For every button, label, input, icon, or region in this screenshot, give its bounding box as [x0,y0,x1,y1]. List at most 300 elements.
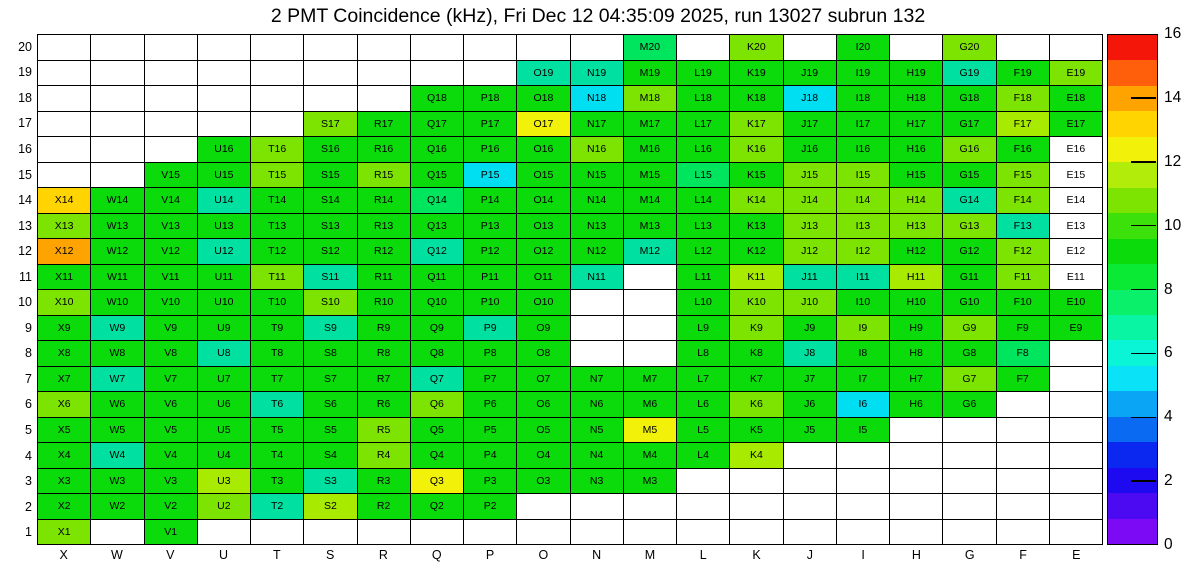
cell-E15: E15 [1050,163,1102,188]
cell-F9: F9 [997,316,1049,341]
cell-H11: H11 [890,265,942,290]
cell-F11: F11 [997,265,1049,290]
cell-H2 [890,494,942,519]
cell-K15: K15 [730,163,782,188]
cell-K20: K20 [730,35,782,60]
cell-T7: T7 [251,367,303,392]
cell-T16: T16 [251,137,303,162]
cell-N7: N7 [571,367,623,392]
cell-U20 [198,35,250,60]
cell-R17: R17 [358,112,410,137]
cell-E9: E9 [1050,316,1102,341]
cell-K8: K8 [730,341,782,366]
cell-P10: P10 [464,290,516,315]
cell-M3: M3 [624,469,676,494]
cell-X7: X7 [38,367,90,392]
cell-F8: F8 [997,341,1049,366]
cell-U12: U12 [198,239,250,264]
cell-G20: G20 [943,35,995,60]
cell-P13: P13 [464,214,516,239]
cell-R20 [358,35,410,60]
cell-Q5: Q5 [411,418,463,443]
cell-S18 [304,86,356,111]
cell-P8: P8 [464,341,516,366]
cell-L18: L18 [677,86,729,111]
cell-P19 [464,61,516,86]
cell-H1 [890,520,942,545]
cell-S1 [304,520,356,545]
cell-S15: S15 [304,163,356,188]
y-axis-label-14: 14 [18,193,32,208]
cell-L2 [677,494,729,519]
cell-Q20 [411,35,463,60]
cell-M18: M18 [624,86,676,111]
cell-M17: M17 [624,112,676,137]
cell-W19 [91,61,143,86]
cell-J5: J5 [784,418,836,443]
cell-F12: F12 [997,239,1049,264]
colorbar-band [1108,417,1157,442]
cell-N18: N18 [571,86,623,111]
cell-E11: E11 [1050,265,1102,290]
y-axis-label-15: 15 [18,167,32,182]
cell-Q17: Q17 [411,112,463,137]
cell-W13: W13 [91,214,143,239]
cell-T10: T10 [251,290,303,315]
cell-P20 [464,35,516,60]
cell-M8 [624,341,676,366]
cell-O3: O3 [517,469,569,494]
cell-T15: T15 [251,163,303,188]
cell-K18: K18 [730,86,782,111]
colorbar-tick-14 [1131,97,1156,99]
cell-S5: S5 [304,418,356,443]
y-axis-label-3: 3 [25,474,32,489]
cell-V7: V7 [145,367,197,392]
cell-X18 [38,86,90,111]
cell-G9: G9 [943,316,995,341]
cell-S6: S6 [304,392,356,417]
cell-P11: P11 [464,265,516,290]
cell-X5: X5 [38,418,90,443]
cell-J18: J18 [784,86,836,111]
cell-E5 [1050,418,1102,443]
colorbar-band [1108,35,1157,60]
cell-J2 [784,494,836,519]
cell-Q15: Q15 [411,163,463,188]
cell-E12: E12 [1050,239,1102,264]
cell-P6: P6 [464,392,516,417]
cell-L3 [677,469,729,494]
cell-R11: R11 [358,265,410,290]
cell-F20 [997,35,1049,60]
cell-O18: O18 [517,86,569,111]
colorbar-label-2: 2 [1164,472,1173,490]
cell-W3: W3 [91,469,143,494]
x-axis-label-R: R [378,548,388,562]
cell-Q9: Q9 [411,316,463,341]
cell-X20 [38,35,90,60]
cell-Q2: Q2 [411,494,463,519]
cell-K10: K10 [730,290,782,315]
cell-G13: G13 [943,214,995,239]
y-axis-label-10: 10 [18,295,32,310]
cell-H14: H14 [890,188,942,213]
cell-K19: K19 [730,61,782,86]
cell-N6: N6 [571,392,623,417]
cell-X11: X11 [38,265,90,290]
cell-I9: I9 [837,316,889,341]
cell-P2: P2 [464,494,516,519]
cell-N13: N13 [571,214,623,239]
cell-T17 [251,112,303,137]
cell-M19: M19 [624,61,676,86]
cell-R6: R6 [358,392,410,417]
cell-R18 [358,86,410,111]
cell-H8: H8 [890,341,942,366]
colorbar-label-8: 8 [1164,280,1173,298]
cell-T3: T3 [251,469,303,494]
x-axis-label-E: E [1072,548,1081,562]
cell-S19 [304,61,356,86]
cell-F15: F15 [997,163,1049,188]
cell-R1 [358,520,410,545]
cell-S11: S11 [304,265,356,290]
cell-S13: S13 [304,214,356,239]
cell-V15: V15 [145,163,197,188]
cell-Q1 [411,520,463,545]
cell-R9: R9 [358,316,410,341]
cell-W9: W9 [91,316,143,341]
colorbar-tick-4 [1131,417,1156,419]
cell-F3 [997,469,1049,494]
colorbar-band [1108,519,1157,544]
cell-N3: N3 [571,469,623,494]
x-axis-label-Q: Q [431,548,442,562]
colorbar-band [1108,239,1157,264]
cell-P15: P15 [464,163,516,188]
cell-G19: G19 [943,61,995,86]
colorbar-band [1108,60,1157,85]
cell-R8: R8 [358,341,410,366]
cell-O4: O4 [517,443,569,468]
cell-L19: L19 [677,61,729,86]
cell-T11: T11 [251,265,303,290]
cell-N8 [571,341,623,366]
cell-J11: J11 [784,265,836,290]
x-axis-label-O: O [538,548,549,562]
cell-X15 [38,163,90,188]
x-axis-label-U: U [219,548,229,562]
colorbar-band [1108,442,1157,467]
cell-X3: X3 [38,469,90,494]
cell-H4 [890,443,942,468]
colorbar-tick-8 [1131,289,1156,291]
x-axis-label-K: K [752,548,761,562]
cell-U4: U4 [198,443,250,468]
cell-L10: L10 [677,290,729,315]
cell-Q14: Q14 [411,188,463,213]
cell-X2: X2 [38,494,90,519]
cell-V4: V4 [145,443,197,468]
cell-M12: M12 [624,239,676,264]
cell-I7: I7 [837,367,889,392]
cell-M6: M6 [624,392,676,417]
x-axis-label-P: P [485,548,495,562]
cell-P1 [464,520,516,545]
cell-I20: I20 [837,35,889,60]
x-axis-label-G: G [964,548,975,562]
cell-F5 [997,418,1049,443]
cell-T12: T12 [251,239,303,264]
cell-F14: F14 [997,188,1049,213]
cell-K2 [730,494,782,519]
cell-K1 [730,520,782,545]
cell-I10: I10 [837,290,889,315]
cell-S17: S17 [304,112,356,137]
cell-Q18: Q18 [411,86,463,111]
cell-E16: E16 [1050,137,1102,162]
cell-W4: W4 [91,443,143,468]
cell-P18: P18 [464,86,516,111]
cell-K4: K4 [730,443,782,468]
cell-O1 [517,520,569,545]
cell-Q8: Q8 [411,341,463,366]
colorbar-label-14: 14 [1164,88,1182,106]
cell-H17: H17 [890,112,942,137]
cell-F10: F10 [997,290,1049,315]
cell-P17: P17 [464,112,516,137]
cell-U18 [198,86,250,111]
cell-M20: M20 [624,35,676,60]
x-axis-label-N: N [592,548,602,562]
chart-title: 2 PMT Coincidence (kHz), Fri Dec 12 04:35:09 2025, run 13027 subrun 132 [270,5,926,27]
cell-F16: F16 [997,137,1049,162]
cell-V1: V1 [145,520,197,545]
cell-L11: L11 [677,265,729,290]
cell-J3 [784,469,836,494]
cell-S7: S7 [304,367,356,392]
x-axis-label-J: J [806,548,813,562]
cell-U19 [198,61,250,86]
cell-G10: G10 [943,290,995,315]
cell-H12: H12 [890,239,942,264]
cell-F7: F7 [997,367,1049,392]
x-axis-label-V: V [166,548,175,562]
cell-F13: F13 [997,214,1049,239]
cell-V5: V5 [145,418,197,443]
cell-W15 [91,163,143,188]
cell-V3: V3 [145,469,197,494]
cell-R3: R3 [358,469,410,494]
x-axis-label-T: T [273,548,281,562]
cell-E20 [1050,35,1102,60]
cell-S12: S12 [304,239,356,264]
cell-L14: L14 [677,188,729,213]
cell-U2: U2 [198,494,250,519]
cell-W6: W6 [91,392,143,417]
x-axis-label-W: W [111,548,123,562]
cell-P7: P7 [464,367,516,392]
colorbar-band [1108,264,1157,289]
cell-J15: J15 [784,163,836,188]
cell-N16: N16 [571,137,623,162]
cell-N9 [571,316,623,341]
cell-G6: G6 [943,392,995,417]
y-axis-label-2: 2 [25,499,32,514]
cell-F2 [997,494,1049,519]
cell-I8: I8 [837,341,889,366]
cell-W14: W14 [91,188,143,213]
cell-U11: U11 [198,265,250,290]
cell-K13: K13 [730,214,782,239]
cell-R16: R16 [358,137,410,162]
cell-U15: U15 [198,163,250,188]
cell-Q10: Q10 [411,290,463,315]
y-axis-label-6: 6 [25,397,32,412]
cell-P5: P5 [464,418,516,443]
cell-J12: J12 [784,239,836,264]
cell-W10: W10 [91,290,143,315]
cell-O17: O17 [517,112,569,137]
cell-I14: I14 [837,188,889,213]
cell-I5: I5 [837,418,889,443]
cell-H3 [890,469,942,494]
cell-H19: H19 [890,61,942,86]
cell-N15: N15 [571,163,623,188]
cell-U10: U10 [198,290,250,315]
cell-G7: G7 [943,367,995,392]
cell-M7: M7 [624,367,676,392]
cell-V13: V13 [145,214,197,239]
cell-E14: E14 [1050,188,1102,213]
cell-E1 [1050,520,1102,545]
cell-X13: X13 [38,214,90,239]
cell-O11: O11 [517,265,569,290]
cell-I19: I19 [837,61,889,86]
cell-E18: E18 [1050,86,1102,111]
cell-I16: I16 [837,137,889,162]
cell-K16: K16 [730,137,782,162]
cell-G12: G12 [943,239,995,264]
cell-L17: L17 [677,112,729,137]
cell-U9: U9 [198,316,250,341]
cell-V20 [145,35,197,60]
cell-W8: W8 [91,341,143,366]
cell-G2 [943,494,995,519]
cell-X1: X1 [38,520,90,545]
cell-N12: N12 [571,239,623,264]
cell-X14: X14 [38,188,90,213]
cell-Q19 [411,61,463,86]
cell-V8: V8 [145,341,197,366]
cell-W17 [91,112,143,137]
cell-P3: P3 [464,469,516,494]
cell-R13: R13 [358,214,410,239]
x-axis-label-M: M [644,548,656,562]
cell-T20 [251,35,303,60]
cell-K5: K5 [730,418,782,443]
cell-R12: R12 [358,239,410,264]
cell-J9: J9 [784,316,836,341]
cell-I6: I6 [837,392,889,417]
cell-N2 [571,494,623,519]
cell-K12: K12 [730,239,782,264]
cell-G1 [943,520,995,545]
colorbar-label-6: 6 [1164,344,1173,362]
y-axis-label-18: 18 [18,90,32,105]
cell-K9: K9 [730,316,782,341]
cell-S9: S9 [304,316,356,341]
cell-G3 [943,469,995,494]
cell-G14: G14 [943,188,995,213]
cell-G8: G8 [943,341,995,366]
cell-H18: H18 [890,86,942,111]
cell-Q12: Q12 [411,239,463,264]
cell-G15: G15 [943,163,995,188]
cell-U3: U3 [198,469,250,494]
cell-N14: N14 [571,188,623,213]
cell-R2: R2 [358,494,410,519]
y-axis-label-7: 7 [25,371,32,386]
cell-G11: G11 [943,265,995,290]
colorbar-label-16: 16 [1164,25,1182,42]
cell-M1 [624,520,676,545]
cell-L4: L4 [677,443,729,468]
cell-X6: X6 [38,392,90,417]
cell-T6: T6 [251,392,303,417]
cell-S14: S14 [304,188,356,213]
cell-J16: J16 [784,137,836,162]
cell-M4: M4 [624,443,676,468]
colorbar-band [1108,391,1157,416]
cell-U8: U8 [198,341,250,366]
cell-E4 [1050,443,1102,468]
colorbar-tick-2 [1131,480,1156,482]
cell-O9: O9 [517,316,569,341]
cell-G4 [943,443,995,468]
cell-G18: G18 [943,86,995,111]
cell-O7: O7 [517,367,569,392]
cell-V12: V12 [145,239,197,264]
cell-O10: O10 [517,290,569,315]
cell-X9: X9 [38,316,90,341]
cell-X19 [38,61,90,86]
cell-K6: K6 [730,392,782,417]
cell-F1 [997,520,1049,545]
cell-W11: W11 [91,265,143,290]
y-axis-label-1: 1 [25,525,32,540]
cell-O8: O8 [517,341,569,366]
cell-X4: X4 [38,443,90,468]
cell-R19 [358,61,410,86]
y-axis-label-11: 11 [19,269,32,284]
cell-M10 [624,290,676,315]
colorbar-band [1108,137,1157,162]
colorbar-band [1108,188,1157,213]
cell-L8: L8 [677,341,729,366]
cell-V9: V9 [145,316,197,341]
cell-X16 [38,137,90,162]
cell-R15: R15 [358,163,410,188]
cell-N5: N5 [571,418,623,443]
cell-L12: L12 [677,239,729,264]
cell-W2: W2 [91,494,143,519]
cell-W1 [91,520,143,545]
cell-R4: R4 [358,443,410,468]
cell-O19: O19 [517,61,569,86]
cell-P9: P9 [464,316,516,341]
